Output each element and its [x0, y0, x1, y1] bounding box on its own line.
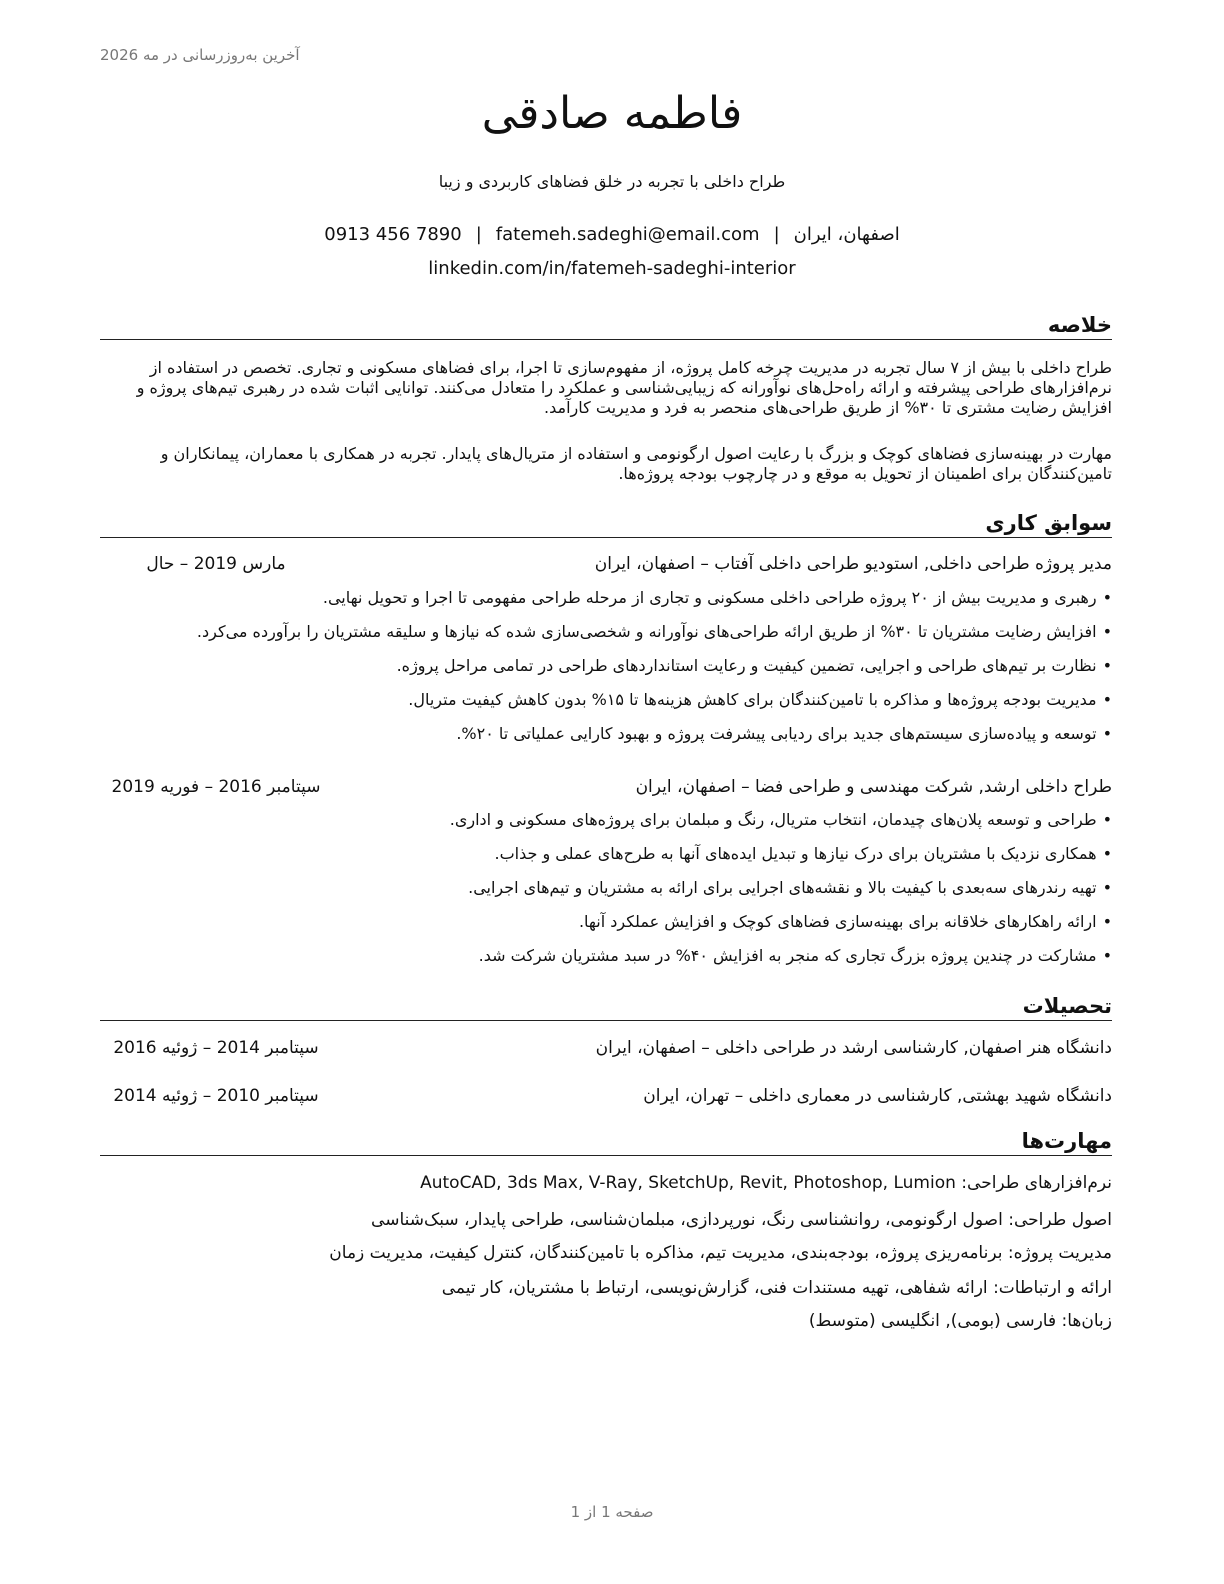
separator: | [475, 224, 482, 245]
skill-label: ارائه و ارتباطات: [993, 1278, 1112, 1298]
skill-label: زبان‌ها: [1061, 1311, 1112, 1331]
tagline: طراح داخلی با تجربه در خلق فضاهای کاربردی و زیبا [438, 172, 786, 191]
skill-line [371, 1209, 1112, 1231]
job-bullet: •نظارت بر تیم‌های طراحی و اجرایی، تضمین کیفیت و رعایت استانداردهای طراحی در تمامی مراحل پروژه. [396, 656, 1112, 675]
page-number: صفحه 1 از 1 [570, 1503, 654, 1521]
last-updated: آخرین به‌روزرسانی در مه 2026 [100, 46, 300, 64]
phone-number: 0913 456 7890 [324, 224, 462, 245]
education-heading: تحصیلات [100, 993, 1112, 1021]
skill-line [329, 1242, 1112, 1264]
skill-line [809, 1310, 1112, 1332]
job-bullet: •ارائه راهکارهای خلاقانه برای بهینه‌سازی فضاهای کوچک و افزایش عملکرد آنها. [578, 912, 1112, 931]
skill-line [442, 1277, 1112, 1299]
job-header [100, 777, 1112, 801]
summary-paragraph-1: طراح داخلی با بیش از ۷ سال تجربه در مدیریت چرخه کامل پروژه، از مفهوم‌سازی تا اجرا، برای فضاهای مسکونی و تجاری. تخصص در استفاده از نرم‌افزارهای طراحی پیشرفته و ارائه راه‌حل‌های نوآورانه که زیبایی‌شناسی و عملکرد را متعادل می‌کنند. توانایی اثبات شده در رهبری تیم‌های پروژه و افزایش رضایت مشتری تا ۳۰% از طریق طراحی‌های منحصر به فرد و مدیریت کارآمد. [136, 358, 1112, 417]
job-bullet: •مدیریت بودجه پروژه‌ها و مذاکره با تامین‌کنندگان برای کاهش هزینه‌ها تا ۱۵% بدون کاهش کیفیت متریال. [408, 690, 1112, 709]
education-dates: سپتامبر 2014 – ژوئیه 2016 [113, 1038, 319, 1058]
education-title: دانشگاه شهید بهشتی, کارشناسی در معماری داخلی – تهران، ایران [643, 1086, 1112, 1106]
skill-value: ارائه شفاهی، تهیه مستندات فنی، گزارش‌نویسی، ارتباط با مشتریان، کار تیمی [441, 1278, 988, 1298]
education-item [100, 1086, 1112, 1110]
skill-value: فارسی (بومی), انگلیسی (متوسط) [808, 1311, 1057, 1331]
job-bullet: •مشارکت در چندین پروژه بزرگ تجاری که منجر به افزایش ۴۰% در سبد مشتریان شرکت شد. [478, 946, 1112, 965]
job-bullet: •رهبری و مدیریت بیش از ۲۰ پروژه طراحی داخلی مسکونی و تجاری از مرحله طراحی مفهومی تا اجرا و تحویل نهایی. [322, 588, 1112, 607]
experience-heading: سوابق کاری [100, 510, 1112, 538]
education-item [100, 1038, 1112, 1062]
job-bullet: •توسعه و پیاده‌سازی سیستم‌های جدید برای ردیابی پیشرفت پروژه و بهبود کارایی عملیاتی تا ۲۰%. [456, 724, 1112, 743]
skill-value: AutoCAD, 3ds Max, V-Ray, SketchUp, Revit, Photoshop, Lumion [420, 1173, 956, 1193]
job-dates: سپتامبر 2016 – فوریه 2019 [111, 777, 321, 797]
linkedin-link[interactable]: linkedin.com/in/fatemeh-sadeghi-interior [428, 258, 796, 279]
skill-label: اصول طراحی: [1008, 1210, 1112, 1230]
summary-paragraph-2: مهارت در بهینه‌سازی فضاهای کوچک و بزرگ با رعایت اصول ارگونومی و استفاده از متریال‌های پایدار. تجربه در همکاری با معماران، پیمانکاران و تامین‌کنندگان برای اطمینان از تحویل به موقع و در چارچوب بودجه پروژه‌ها. [160, 444, 1112, 483]
job-title: مدیر پروژه طراحی داخلی, استودیو طراحی داخلی آفتاب – اصفهان، ایران [594, 554, 1112, 574]
email-link[interactable]: fatemeh.sadeghi@email.com [495, 224, 760, 245]
candidate-name: فاطمه صادقی [481, 88, 743, 139]
skill-value: اصول ارگونومی، روانشناسی رنگ، نورپردازی، مبلمان‌شناسی، طراحی پایدار، سبک‌شناسی [371, 1210, 1003, 1230]
skill-value: برنامه‌ریزی پروژه، بودجه‌بندی، مدیریت تیم، مذاکره با تامین‌کنندگان، کنترل کیفیت، مدیریت زمان [329, 1243, 1003, 1263]
contact-line [0, 224, 1224, 245]
job-header [100, 554, 1112, 578]
skill-line [420, 1172, 1112, 1194]
job-bullet: •افزایش رضایت مشتریان تا ۳۰% از طریق ارائه طراحی‌های نوآورانه و شخصی‌سازی شده که نیازها و سلیقه مشتریان را برآورده می‌کرد. [196, 622, 1112, 641]
separator: | [773, 224, 780, 245]
location: اصفهان، ایران [793, 224, 900, 245]
summary-heading: خلاصه [100, 312, 1112, 340]
skill-label: مدیریت پروژه: [1007, 1243, 1112, 1263]
skills-heading: مهارت‌ها [100, 1128, 1112, 1156]
education-title: دانشگاه هنر اصفهان, کارشناسی ارشد در طراحی داخلی – اصفهان، ایران [595, 1038, 1112, 1058]
job-bullet: •همکاری نزدیک با مشتریان برای درک نیازها و تبدیل ایده‌های آنها به طرح‌های عملی و جذاب. [494, 844, 1112, 863]
education-dates: سپتامبر 2010 – ژوئیه 2014 [113, 1086, 319, 1106]
job-dates: مارس 2019 – حال [146, 554, 286, 574]
job-bullet: •تهیه رندرهای سه‌بعدی با کیفیت بالا و نقشه‌های اجرایی برای ارائه به مشتریان و تیم‌های اجرایی. [468, 878, 1112, 897]
job-title: طراح داخلی ارشد, شرکت مهندسی و طراحی فضا – اصفهان، ایران [635, 777, 1112, 797]
job-bullet: •طراحی و توسعه پلان‌های چیدمان، انتخاب متریال، رنگ و مبلمان برای پروژه‌های مسکونی و اداری. [449, 810, 1112, 829]
skill-label: نرم‌افزارهای طراحی: [961, 1173, 1112, 1193]
